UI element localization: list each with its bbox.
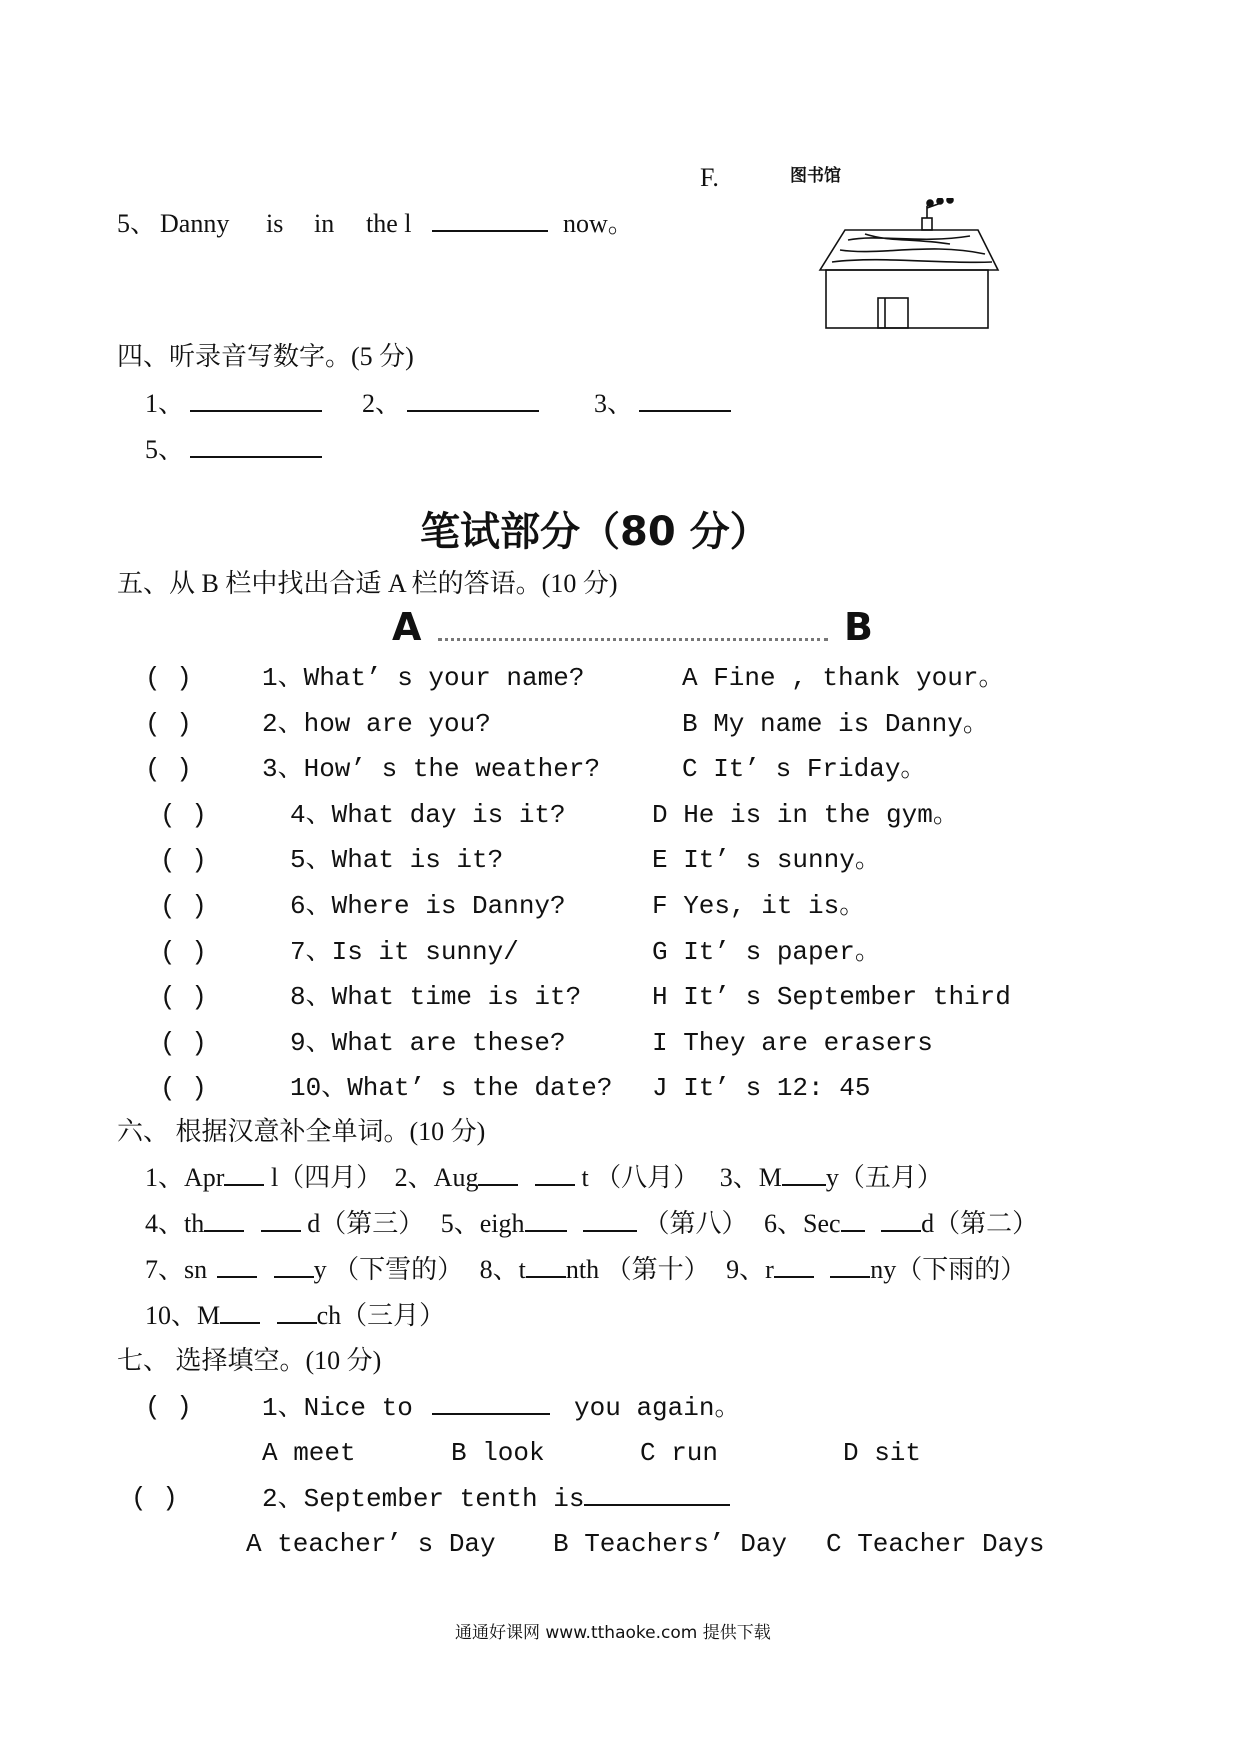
- item-number: 1、: [145, 389, 185, 418]
- section4-title: 四、听录音写数字。(5 分): [117, 342, 414, 371]
- answer-paren[interactable]: ( ): [160, 845, 207, 875]
- word-fill-line: [145, 1162, 943, 1194]
- question-text: 10、What’ s the date?: [290, 1073, 613, 1103]
- stem-text: you again。: [574, 1393, 741, 1423]
- item-number: 2、: [362, 389, 402, 418]
- answer-blank[interactable]: [190, 388, 322, 412]
- word-part: ch（三月）: [316, 1301, 446, 1330]
- answer-paren[interactable]: ( ): [160, 1073, 207, 1103]
- question-text: 2、how are you?: [262, 709, 491, 739]
- answer-paren[interactable]: ( ): [160, 937, 207, 967]
- written-part-title: 笔试部分（80 分）: [420, 509, 770, 555]
- option-a[interactable]: A meet: [262, 1438, 356, 1468]
- letter-blank[interactable]: [526, 1254, 566, 1278]
- item-number: 3、: [594, 389, 634, 418]
- answer-paren[interactable]: ( ): [145, 754, 192, 784]
- letter-blank[interactable]: [478, 1162, 518, 1186]
- section4-item: [145, 434, 322, 466]
- word-part: （第八）: [637, 1209, 748, 1238]
- word-part: 2、Aug: [394, 1163, 479, 1192]
- question-text: 8、What time is it?: [290, 982, 582, 1012]
- word-part: 9、r: [726, 1255, 774, 1284]
- word-fill-line: [145, 1208, 1038, 1240]
- word-part: 4、th: [145, 1209, 205, 1238]
- letter-blank[interactable]: [220, 1300, 260, 1324]
- letter-blank[interactable]: [217, 1254, 257, 1278]
- letter-blank[interactable]: [830, 1254, 870, 1278]
- word-part: 7、sn: [145, 1255, 208, 1284]
- letter-blank[interactable]: [583, 1208, 637, 1232]
- question-text: 6、Where is Danny?: [290, 891, 566, 921]
- q5-word: Danny: [160, 209, 230, 238]
- letter-blank[interactable]: [525, 1208, 567, 1232]
- letter-blank[interactable]: [277, 1300, 317, 1324]
- answer-paren[interactable]: ( ): [131, 1483, 178, 1513]
- page-footer: 通通好课网 www.tthaoke.com 提供下载: [455, 1623, 771, 1643]
- letter-blank[interactable]: [274, 1254, 314, 1278]
- stem-text: 2、September tenth is: [262, 1484, 585, 1514]
- house-label: 图书馆: [790, 166, 841, 186]
- answer-paren[interactable]: ( ): [145, 663, 192, 693]
- answer-text: J It’ s 12: 45: [652, 1073, 871, 1103]
- word-part: 5、eigh: [440, 1209, 525, 1238]
- word-part: ny（下雨的）: [870, 1255, 1027, 1284]
- letter-blank[interactable]: [881, 1208, 921, 1232]
- question-stem: [262, 1391, 740, 1424]
- word-part: 1、Apr: [145, 1163, 225, 1192]
- section7-title: 七、 选择填空。(10 分): [117, 1346, 382, 1375]
- section4-item: [594, 388, 731, 420]
- option-b[interactable]: B look: [451, 1438, 545, 1468]
- answer-blank[interactable]: [584, 1482, 730, 1506]
- answer-paren[interactable]: ( ): [160, 800, 207, 830]
- question-text: 4、What day is it?: [290, 800, 566, 830]
- library-house-image: [810, 198, 1010, 338]
- word-part: y （下雪的）: [313, 1255, 464, 1284]
- word-part: d（第三）: [300, 1209, 425, 1238]
- answer-blank[interactable]: [190, 434, 322, 458]
- answer-text: A Fine , thank your。: [682, 663, 1005, 693]
- word-fill-line: [145, 1254, 1026, 1286]
- answer-text: B My name is Danny。: [682, 709, 989, 739]
- q5-word: now。: [563, 209, 634, 238]
- letter-blank[interactable]: [782, 1162, 826, 1186]
- house-letter: F.: [700, 163, 719, 192]
- q5-number: 5、: [117, 209, 157, 238]
- stem-text: 1、Nice to: [262, 1393, 413, 1423]
- word-part: 10、M: [145, 1301, 221, 1330]
- letter-blank[interactable]: [535, 1162, 575, 1186]
- section4-item: [362, 388, 539, 420]
- q5-word: in: [314, 209, 335, 238]
- word-part: 8、t: [479, 1255, 526, 1284]
- question-text: 5、What is it?: [290, 845, 504, 875]
- option-c[interactable]: C run: [640, 1438, 719, 1468]
- word-part: 3、M: [719, 1163, 782, 1192]
- item-number: 5、: [145, 435, 185, 464]
- letter-blank[interactable]: [774, 1254, 814, 1278]
- option-a[interactable]: A teacher’ s Day: [246, 1529, 496, 1559]
- answer-text: I They are erasers: [652, 1028, 933, 1058]
- answer-text: F Yes, it is。: [652, 891, 866, 921]
- question-text: 7、Is it sunny/: [290, 937, 519, 967]
- answer-paren[interactable]: ( ): [160, 982, 207, 1012]
- q5-blank[interactable]: [432, 208, 548, 240]
- column-divider-dots: [438, 638, 828, 641]
- question-text: 9、What are these?: [290, 1028, 566, 1058]
- q5-word: the l: [366, 209, 412, 238]
- answer-paren[interactable]: ( ): [145, 1392, 192, 1422]
- column-b-header: B: [844, 605, 873, 649]
- word-part: y（五月）: [825, 1163, 943, 1192]
- answer-text: H It’ s September third: [652, 982, 1011, 1012]
- word-part: nth （第十）: [565, 1255, 710, 1284]
- letter-blank[interactable]: [204, 1208, 244, 1232]
- answer-text: D He is in the gym。: [652, 800, 959, 830]
- answer-blank[interactable]: [432, 1391, 550, 1415]
- column-a-header: A: [392, 605, 422, 649]
- letter-blank[interactable]: [261, 1208, 301, 1232]
- answer-text: C It’ s Friday。: [682, 754, 927, 784]
- option-d[interactable]: D sit: [843, 1438, 922, 1468]
- word-part: t （八月）: [574, 1163, 700, 1192]
- word-part: d（第二）: [921, 1209, 1039, 1238]
- answer-text: G It’ s paper。: [652, 937, 881, 967]
- option-c[interactable]: C Teacher Days: [826, 1529, 1045, 1559]
- letter-blank[interactable]: [224, 1162, 264, 1186]
- word-part: l（四月）: [264, 1163, 383, 1192]
- section4-item: [145, 388, 322, 420]
- letter-blank[interactable]: [841, 1208, 865, 1232]
- q5-word: is: [266, 209, 284, 238]
- option-b[interactable]: B Teachers’ Day: [553, 1529, 788, 1559]
- question-stem: [262, 1482, 730, 1515]
- answer-paren[interactable]: ( ): [145, 709, 192, 739]
- section6-title: 六、 根据汉意补全单词。(10 分): [117, 1117, 486, 1146]
- question-text: 3、How’ s the weather?: [262, 754, 601, 784]
- question-text: 1、What’ s your name?: [262, 663, 585, 693]
- answer-text: E It’ s sunny。: [652, 845, 881, 875]
- answer-paren[interactable]: ( ): [160, 1028, 207, 1058]
- answer-paren[interactable]: ( ): [160, 891, 207, 921]
- word-fill-line: [145, 1300, 445, 1332]
- word-part: 6、Sec: [764, 1209, 841, 1238]
- answer-blank[interactable]: [639, 388, 731, 412]
- answer-blank[interactable]: [407, 388, 539, 412]
- section5-title: 五、从 B 栏中找出合适 A 栏的答语。(10 分): [117, 569, 618, 598]
